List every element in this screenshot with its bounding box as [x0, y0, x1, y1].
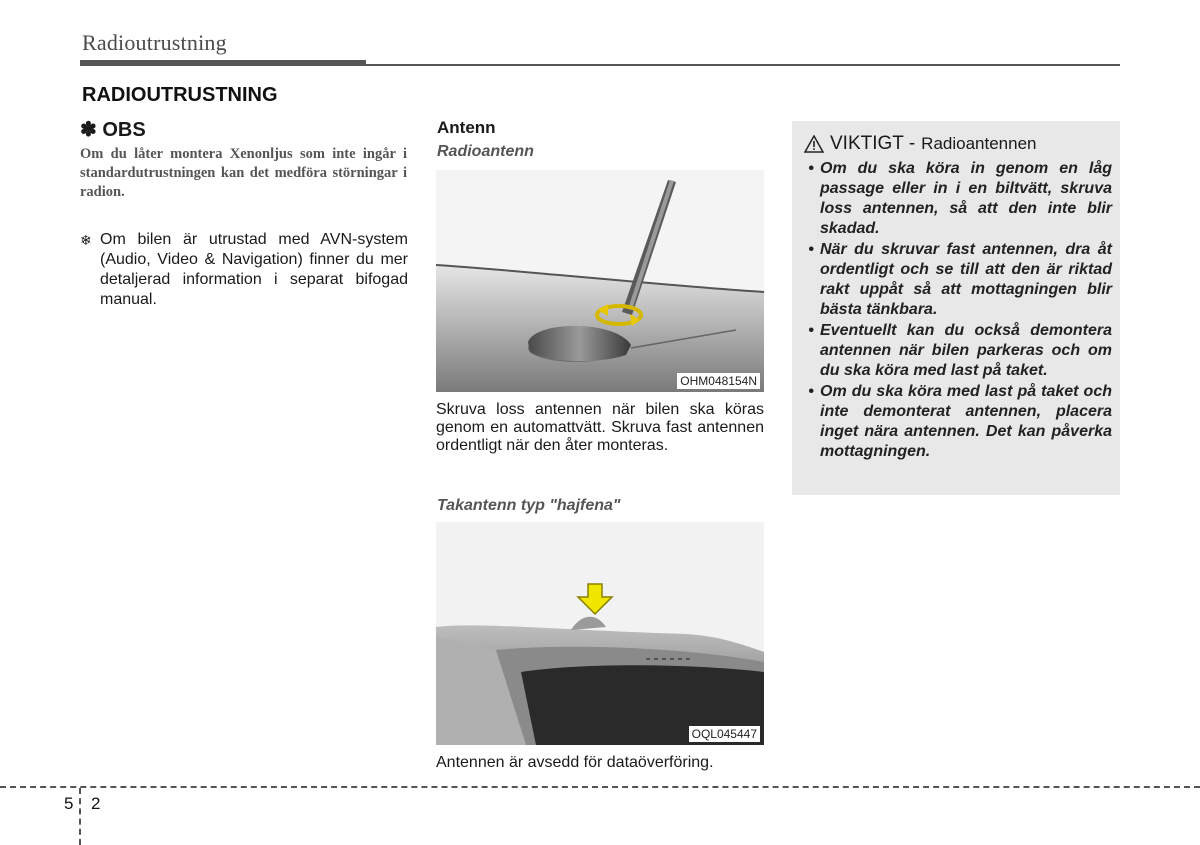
bullet: •: [808, 383, 814, 400]
header-rule-thick: [80, 60, 366, 66]
page-in-chapter: 2: [90, 794, 101, 813]
warning-triangle-icon: [804, 135, 824, 153]
warning-title-text: Radioantennen: [921, 134, 1037, 153]
avn-note: [80, 230, 408, 310]
antenna-heading: Antenn: [437, 118, 496, 137]
radio-antenna-figure: [436, 170, 764, 392]
note-mark-icon: ❄: [80, 232, 92, 248]
page-number: [64, 794, 100, 814]
warning-title: [804, 133, 1037, 155]
radio-antenna-subheading: Radioantenn: [437, 143, 534, 160]
shark-antenna-paragraph: Antennen är avsedd för dataöverföring.: [436, 754, 714, 771]
chapter-number: 5: [64, 794, 74, 813]
warning-item: • Eventuellt kan du också demontera antennen när bilen parkeras och om du ska köra med last på taket.: [802, 321, 1112, 381]
note-text: Om bilen är utrustad med AVN-system (Audio, Video & Navigation) finner du mer detaljerad information i separat bifogad manual.: [100, 231, 408, 308]
radio-antenna-illustration: [436, 170, 764, 392]
warning-item: • Om du ska köra in genom en låg passage eller in i en biltvätt, skruva loss antennen, så att den inte blir skadad.: [802, 159, 1112, 239]
section-title: RADIOUTRUSTNING: [82, 84, 278, 106]
bullet: •: [808, 322, 814, 339]
warning-box: [792, 121, 1120, 495]
radio-antenna-paragraph: Skruva loss antennen när bilen ska köras genom en automattvätt. Skruva fast antennen ordentligt när den åter monteras.: [436, 401, 764, 454]
shark-antenna-illustration: [436, 522, 764, 745]
warning-list: [802, 159, 1112, 463]
shark-antenna-subheading: Takantenn typ "hajfena": [437, 497, 621, 514]
bullet: •: [808, 160, 814, 177]
figure-code: OHM048154N: [677, 373, 760, 389]
footer-rule: [0, 786, 1200, 788]
shark-antenna-figure: [436, 522, 764, 745]
obs-heading: [80, 117, 146, 142]
bullet: •: [808, 241, 814, 258]
warning-word: VIKTIGT -: [830, 133, 916, 154]
running-header: Radioutrustning: [82, 30, 227, 55]
obs-label: OBS: [102, 119, 146, 141]
obs-symbol-icon: ✽: [80, 119, 97, 141]
warning-item: • Om du ska köra med last på taket och inte demonterat antennen, placera inget nära antennen. Det kan påverka mottagningen.: [802, 382, 1112, 462]
obs-text: Om du låter montera Xenonljus som inte ingår i standardutrustningen kan det medföra störningar i radion.: [80, 146, 407, 200]
figure-code: OQL045447: [689, 726, 760, 742]
header-rule-thin: [366, 64, 1120, 66]
warning-item: • När du skruvar fast antennen, dra åt ordentligt och se till att den är riktad rakt uppåt så att mottagningen blir bästa tänkbara.: [802, 240, 1112, 320]
